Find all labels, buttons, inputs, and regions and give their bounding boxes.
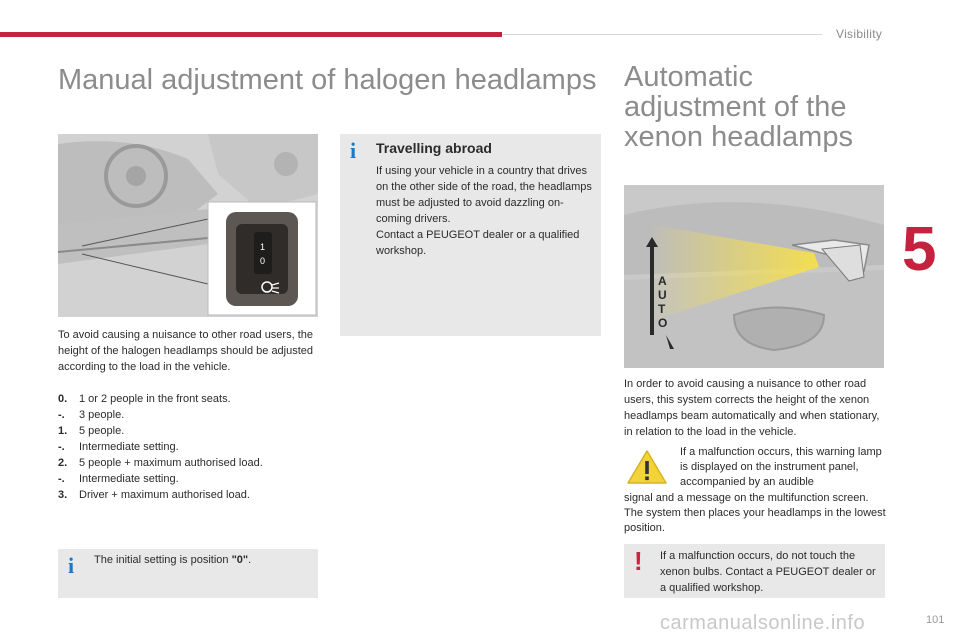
list-item: 0. 1 or 2 people in the front seats. xyxy=(58,393,231,405)
dashboard-drawing xyxy=(58,134,318,317)
halogen-intro: To avoid causing a nuisance to other road users, the height of the halogen headlamps should be adjusted according to the load in the vehicle. xyxy=(58,329,314,373)
load-position-list xyxy=(58,391,318,503)
xenon-headlamp-illustration xyxy=(624,185,884,368)
auto-letter-t: T xyxy=(658,302,666,316)
page-number: 101 xyxy=(926,614,945,626)
header-divider xyxy=(502,34,822,35)
chapter-number: 5 xyxy=(902,215,937,284)
warning-text-continued: signal and a message on the multifunction screen. The system then places your headlamps in the lowest position. xyxy=(624,492,886,534)
list-item: 2. 5 people + maximum authorised load. xyxy=(58,457,263,469)
travelling-abroad-text: If using your vehicle in a country that drives on the other side of the road, the headlamps must be adjusted to avoid dazzling on-coming drivers. Contact a PEUGEOT dealer or a qualified workshop. xyxy=(376,165,592,257)
auto-letter-u: U xyxy=(658,288,667,302)
warning-triangle-icon xyxy=(626,449,668,490)
info-icon: i xyxy=(68,553,75,578)
list-item: 1. 5 people. xyxy=(58,425,125,437)
section-name: Visibility xyxy=(836,27,883,41)
watermark: carmanualsonline.info xyxy=(660,612,866,634)
warning-text: If a malfunction occurs, this warning lamp is displayed on the instrument panel, accompanied by an audible xyxy=(680,446,882,488)
xenon-intro: In order to avoid causing a nuisance to other road users, this system corrects the height of the xenon headlamps beam automatically and when stationary, in relation to the load in the vehicle. xyxy=(624,378,880,438)
list-item: 3. Driver + maximum authorised load. xyxy=(58,489,250,501)
dial-label-one: 1 xyxy=(260,242,266,252)
page-title-xenon: Automatic adjustment of the xenon headlamps xyxy=(624,61,853,153)
dial-label-zero: 0 xyxy=(260,256,266,266)
dashboard-illustration xyxy=(58,134,318,317)
auto-letter-o: O xyxy=(658,316,668,330)
info-icon: i xyxy=(350,138,357,163)
exclamation-icon: ! xyxy=(634,546,643,576)
page-title-halogen: Manual adjustment of halogen headlamps xyxy=(58,64,597,96)
auto-letter-a: A xyxy=(658,274,667,288)
danger-text: If a malfunction occurs, do not touch the xenon bulbs. Contact a PEUGEOT dealer or a qualified workshop. xyxy=(660,550,876,594)
list-item: -. Intermediate setting. xyxy=(58,473,179,485)
initial-setting-text: The initial setting is position "0". xyxy=(94,554,252,566)
list-item: -. Intermediate setting. xyxy=(58,441,179,453)
header-accent-bar xyxy=(0,32,502,37)
xenon-headlamp-drawing xyxy=(624,185,884,368)
travelling-abroad-title: Travelling abroad xyxy=(376,140,492,156)
list-item: -. 3 people. xyxy=(58,409,125,421)
